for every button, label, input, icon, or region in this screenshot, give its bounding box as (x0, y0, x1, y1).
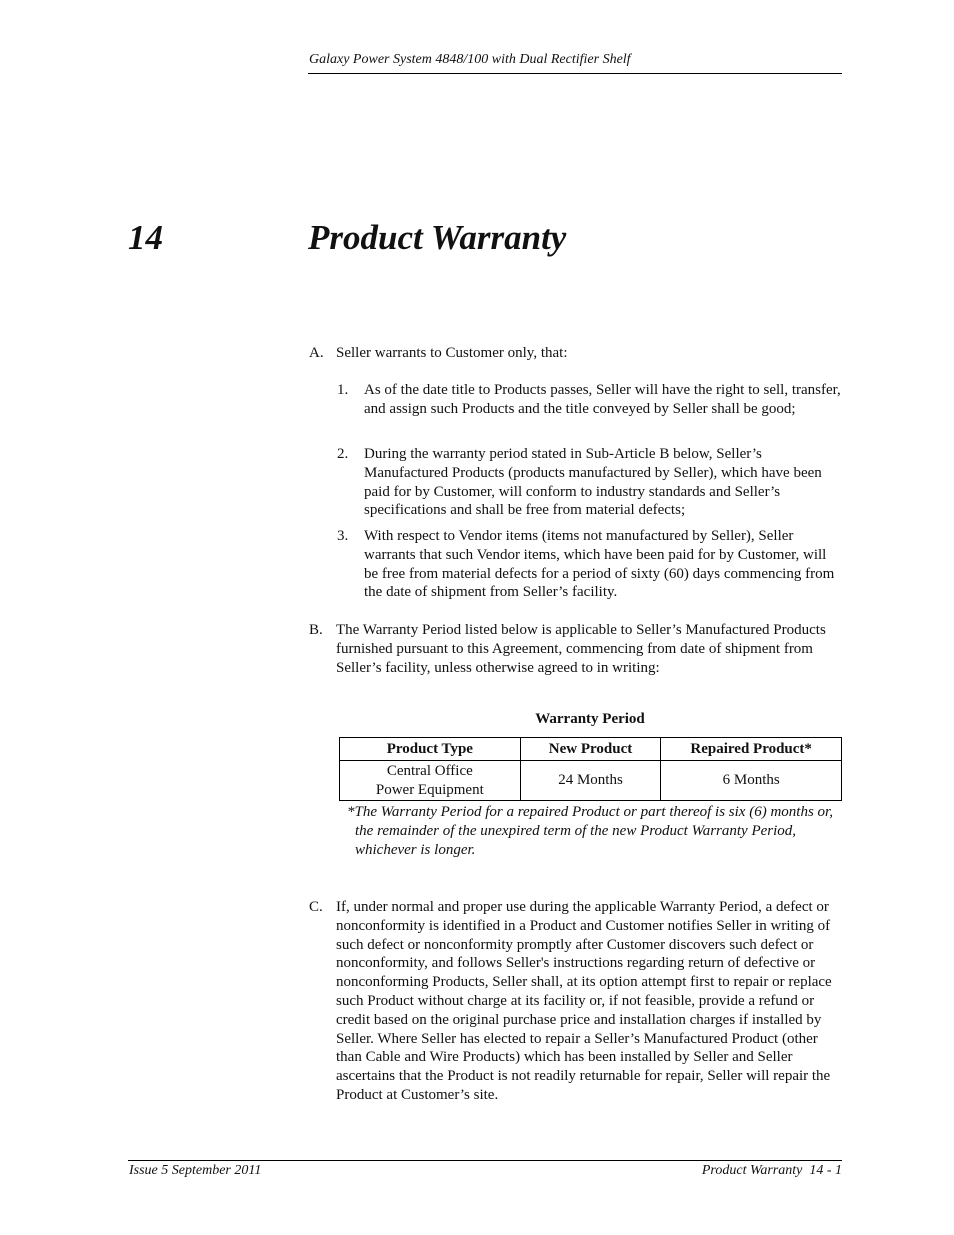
cell-repaired-product: 6 Months (661, 761, 842, 801)
table-caption: Warranty Period (535, 711, 645, 727)
footer-divider (128, 1160, 842, 1161)
warranty-table (339, 737, 842, 801)
list-item-3-text: With respect to Vendor items (items not manufactured by Seller), Seller warrants that such Vendor items, which have been paid for by Customer, will be free from material defects for a period of sixty (60) days commencing from the date of shipment from Seller’s facility. (364, 528, 835, 601)
section-b-text: The Warranty Period listed below is applicable to Seller’s Manufactured Products furnished pursuant to this Agreement, commencing from date of shipment from Seller’s facility, unless otherwise agreed to in writing: (336, 622, 826, 676)
header-new-product: New Product (520, 738, 661, 761)
list-item-2-text: During the warranty period stated in Sub-Article B below, Seller’s Manufactured Products (products manufactured by Seller), which have been paid for by Customer, will conform to industry standards and Seller’s specifications and shall be free from material defects; (364, 446, 822, 519)
header-repaired-product: Repaired Product* (661, 738, 842, 761)
chapter-number: 14 (128, 218, 163, 257)
table-footnote: *The Warranty Period for a repaired Product or part thereof is six (6) months or, the remainder of the unexpired term of the new Product Warranty Period, whichever is longer. (347, 804, 833, 858)
section-b-marker: B. (309, 622, 323, 638)
product-type-line-1: Central Office (386, 763, 473, 779)
section-c-marker: C. (309, 899, 323, 915)
section-a-marker: A. (309, 345, 324, 361)
product-type-line-2: Power Equipment (375, 781, 484, 798)
section-a-text: Seller warrants to Customer only, that: (336, 345, 568, 361)
footer-issue: Issue 5 September 2011 (129, 1163, 262, 1178)
header-product-type: Product Type (340, 738, 521, 761)
cell-new-product: 24 Months (520, 761, 661, 801)
table-header-row (340, 738, 842, 761)
list-item-3-marker: 3. (337, 528, 349, 544)
list-item-2-marker: 2. (337, 446, 349, 462)
header-divider (308, 73, 842, 74)
table-row (340, 761, 842, 801)
chapter-title: Product Warranty (308, 218, 567, 257)
cell-product-type (340, 761, 521, 801)
section-c-text: If, under normal and proper use during the applicable Warranty Period, a defect or nonconformity is identified in a Product and Customer notifies Seller in writing of such defect or nonconformity promptly after Customer discovers such defect or nonconformity, and follows Seller's instructions regarding return of defective or nonconforming Products, Seller shall, at its option attempt first to repair or replace such Product without charge at its facility or, if not feasible, provide a refund or credit based on the original purchase price and installation charges if installed by Seller. Where Seller has elected to repair a Seller’s Manufactured Product (other than Cable and Wire Products) which has been installed by Seller and Seller ascertains that the Product is not readily returnable for repair, Seller will repair the Product at Customer’s site. (336, 899, 832, 1103)
list-item-1-text: As of the date title to Products passes, Seller will have the right to sell, transfer, and assign such Products and the title conveyed by Seller shall be good; (364, 382, 841, 417)
running-header: Galaxy Power System 4848/100 with Dual Rectifier Shelf (309, 52, 631, 67)
footer-page-label: Product Warranty 14 - 1 (701, 1163, 842, 1178)
list-item-1-marker: 1. (337, 382, 349, 398)
